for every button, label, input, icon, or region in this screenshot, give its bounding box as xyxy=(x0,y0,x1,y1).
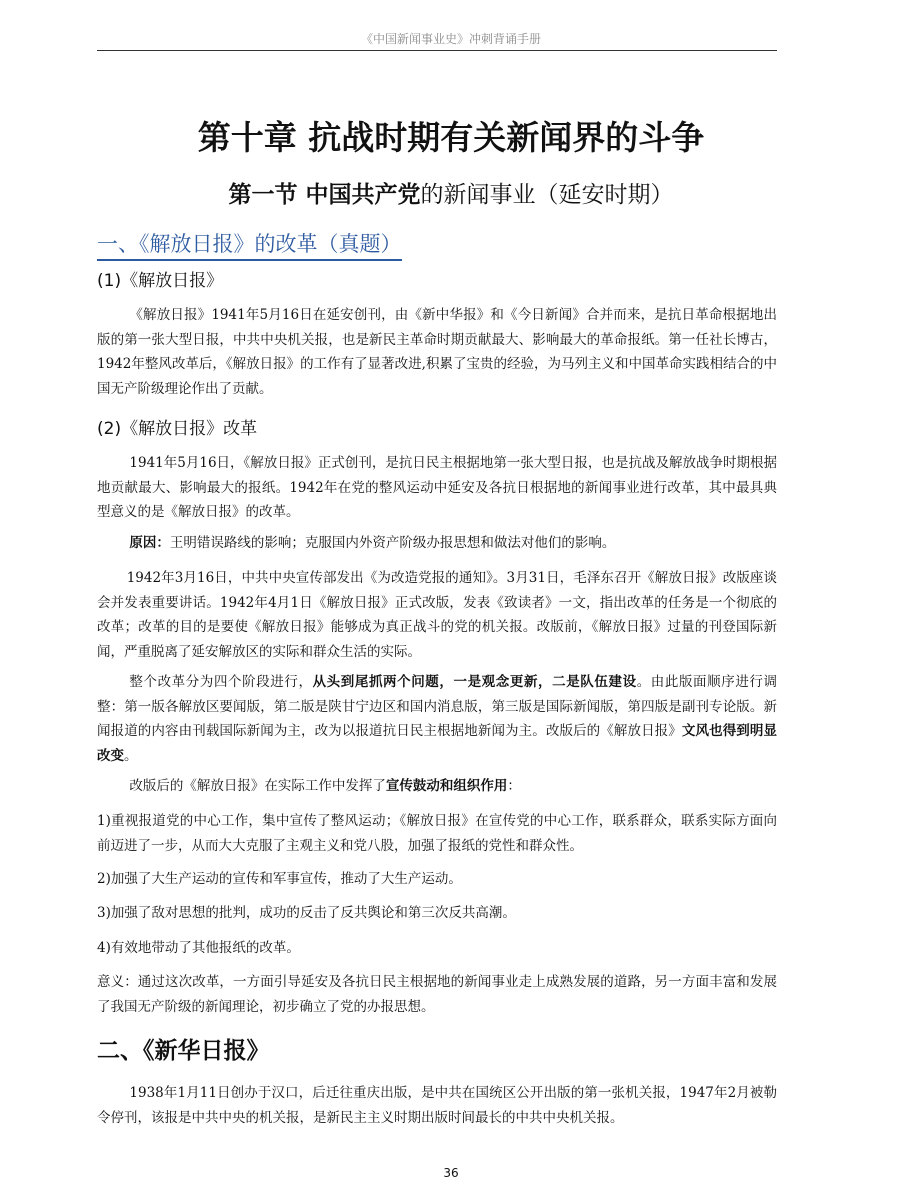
p5-bold-b: 宣传鼓动和组织作用 xyxy=(385,778,508,794)
list-item-2: 2)加强了大生产运动的宣传和军事宣传，推动了大生产运动。 xyxy=(97,871,462,887)
list-item-3: 3)加强了敌对思想的批判，成功的反击了反共舆论和第三次反共高潮。 xyxy=(97,905,516,921)
header-rule xyxy=(97,50,777,51)
p5-text-a: 改版后的《解放日报》在实际工作中发挥了 xyxy=(129,778,386,794)
list-item-1: 1)重视报道党的中心工作，集中宣传了整风运动；《解放日报》在宣传党的中心工作，联系群众，联系实际方面向前迈进了一步，从而大大克服了主观主义和党八股，加强了报纸的党性和群众性。 xyxy=(97,813,777,854)
section-title xyxy=(0,176,902,209)
page-number: 36 xyxy=(443,1166,459,1180)
paragraph-significance: 意义：通过这次改革，一方面引导延安及各抗日民主根据地的新闻事业走上成熟发展的道路，另一方面丰富和发展了我国无产阶级的新闻理论，初步确立了党的办报思想。 xyxy=(97,974,777,1015)
p4-text-c: 。由此版面顺序进行调整：第一版各解放区要闻版，第二版是陕甘宁边区和国内消息版，第三版是国际新闻版，第四版是副刊专论版。新闻报道的内容由刊载国际新闻为主，改为以报道抗日民主根据地新闻为主。改版后的《解放日报》 xyxy=(97,674,778,739)
paragraph-xinhua: 1938年1月11日创办于汉口，后迁往重庆出版，是中共在国统区公开出版的第一张机关报，1947年2月被勒令停刊，该报是中共中央的机关报，是新民主主义时期出版时间最长的中共中央机关报。 xyxy=(97,1085,777,1126)
p4-bold-d: 文风也得到明显改变 xyxy=(97,723,778,764)
paragraph-reason xyxy=(97,531,777,556)
paragraph-2: 1941年5月16日，《解放日报》正式创刊，是抗日民主根据地第一张大型日报，也是抗战及解放战争时期根据地贡献最大、影响最大的报纸。1942年在党的整风运动中延安及各抗日根据地的新闻事业进行改革，其中最具典型意义的是《解放日报》的改革。 xyxy=(97,455,777,520)
heading-xinhua: 二、《新华日报》 xyxy=(97,1038,270,1064)
paragraph-5 xyxy=(97,774,777,799)
page-header: 《中国新闻事业史》冲刺背诵手册 xyxy=(360,32,541,46)
p4-bold-b: 从头到尾抓两个问题，一是观念更新，二是队伍建设 xyxy=(312,674,637,690)
heading-jiefang-reform: 一、《解放日报》的改革（真题） xyxy=(97,228,402,261)
section-title-rest: 的新闻事业（延安时期） xyxy=(420,182,674,208)
paragraph-4 xyxy=(97,670,777,768)
p5-text-c: ： xyxy=(507,778,521,794)
reason-label: 原因： xyxy=(129,535,170,551)
paragraph-3: 1942年3月16日，中共中央宣传部发出《为改造党报的通知》。3月31日，毛泽东召开《解放日报》改版座谈会并发表重要讲话。1942年4月1日《解放日报》正式改版，发表《致读者》一文，指出改革的任务是一个彻底的改革；改革的目的是要使《解放日报》能够成为真正战斗的党的机关报。改版前，《解放日报》过量的刊登国际新闻，严重脱离了延安解放区的实际和群众生活的实际。 xyxy=(97,570,777,660)
p4-text-a: 整个改革分为四个阶段进行， xyxy=(129,674,313,690)
subheading-2: (2)《解放日报》改革 xyxy=(97,419,258,439)
chapter-title: 第十章 抗战时期有关新闻界的斗争 xyxy=(197,118,705,157)
subheading-1: (1)《解放日报》 xyxy=(97,271,224,291)
reason-text: 王明错误路线的影响；克服国内外资产阶级办报思想和做法对他们的影响。 xyxy=(169,535,616,551)
paragraph-1: 《解放日报》1941年5月16日在延安创刊，由《新中华报》和《今日新闻》合并而来，是抗日革命根据地出版的第一张大型日报，中共中央机关报，也是新民主革命时期贡献最大、影响最大的革命报纸。第一任社长博古，1942年整风改革后，《解放日报》的工作有了显著改进,积累了宝贵的经验，为马列主义和中国革命实践相结合的中国无产阶级理论作出了贡献。 xyxy=(97,307,777,397)
section-title-bold: 第一节 中国共产党 xyxy=(228,182,421,208)
p4-text-e: 。 xyxy=(124,747,138,764)
list-item-4: 4)有效地带动了其他报纸的改革。 xyxy=(97,940,300,956)
